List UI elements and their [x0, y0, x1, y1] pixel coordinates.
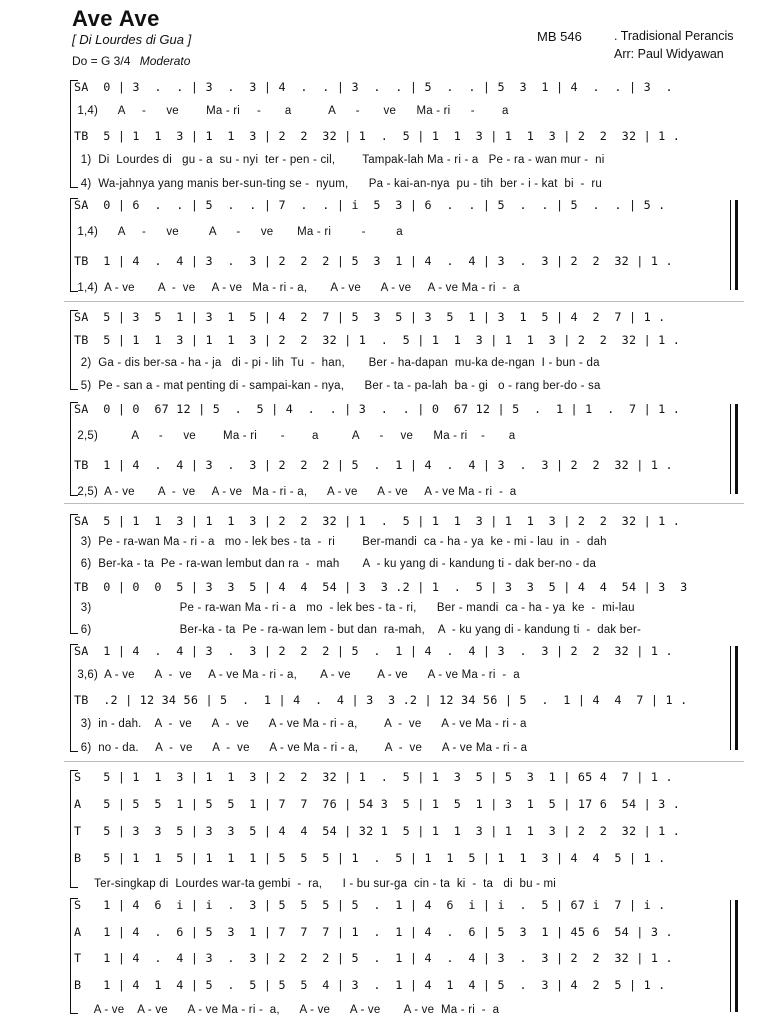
score-system-7	[64, 768, 744, 890]
system-bracket	[70, 198, 78, 292]
notation-line: SA 0 | 0 67 12 | 5 . 5 | 4 . . | 3 . . | 0 67 12 | 5 . 1 | 1 . 7 | 1 .	[74, 402, 681, 416]
notation-line: A 5 | 5 5 1 | 5 5 1 | 7 7 76 | 54 3 5 | 1 5 1 | 3 1 5 | 17 6 54 | 3 .	[74, 797, 681, 811]
lyric-line: 4) Wa-jahnya yang manis ber-sun-ting se - nyum, Pa - kai-an-nya pu - tih ber - i - kat bi - ru	[74, 178, 602, 190]
notation-line: TB 0 | 0 0 5 | 3 3 5 | 4 4 54 | 3 3 .2 | 1 . 5 | 3 3 5 | 4 4 54 | 3 3	[74, 580, 688, 594]
notation-line: S 1 | 4 6 i | i . 3 | 5 5 5 | 5 . 1 | 4 6 i | i . 5 | 67 i 7 | i .	[74, 898, 666, 912]
score-system-4	[64, 400, 744, 498]
lyric-line: 3) Pe - ra-wan Ma - ri - a mo - lek bes - ta - ri Ber-mandi ca - ha - ya ke - mi - lau in - dah	[74, 536, 607, 548]
notation-line: SA 0 | 6 . . | 5 . . | 7 . . | i 5 3 | 6 . . | 5 . . | 5 . . | 5 .	[74, 198, 666, 212]
lyric-line: 2,5) A - ve A - ve A - ve Ma - ri - a, A - ve A - ve A - ve Ma - ri - a	[74, 486, 517, 498]
score-system-3	[64, 308, 744, 392]
lyric-line: Ter-singkap di Lourdes war-ta gembi - ra, I - bu sur-ga cin - ta ki - ta di bu - mi	[74, 878, 557, 890]
notation-line: SA 1 | 4 . 4 | 3 . 3 | 2 2 2 | 5 . 1 | 4 . 4 | 3 . 3 | 2 2 32 | 1 .	[74, 644, 673, 658]
notation-line: SA 5 | 1 1 3 | 1 1 3 | 2 2 32 | 1 . 5 | 1 1 3 | 1 1 3 | 2 2 32 | 1 .	[74, 514, 681, 528]
tempo-marking: Moderato	[139, 54, 191, 68]
notation-line: TB .2 | 12 34 56 | 5 . 1 | 4 . 4 | 3 3 .2 | 12 34 56 | 5 . 1 | 4 4 7 | 1 .	[74, 693, 688, 707]
notation-line: B 5 | 1 1 5 | 1 1 1 | 5 5 5 | 1 . 5 | 1 1 5 | 1 1 3 | 4 4 5 | 1 .	[74, 851, 666, 865]
lyric-line: 6) Ber-ka - ta Pe - ra-wan lembut dan ra - mah A - ku yang di - kandung ti - dak ber-no - da	[74, 558, 597, 570]
section-divider	[64, 301, 744, 302]
lyric-line: 1) Di Lourdes di gu - a su - nyi ter - pen - cil, Tampak-lah Ma - ri - a Pe - ra - wan mur - ni	[74, 153, 605, 166]
score-system-1	[64, 78, 744, 190]
notation-line: TB 1 | 4 . 4 | 3 . 3 | 2 2 2 | 5 . 1 | 4 . 4 | 3 . 3 | 2 2 32 | 1 .	[74, 458, 673, 472]
section-divider	[64, 761, 744, 762]
score-system-5	[64, 512, 744, 636]
final-barline	[730, 404, 738, 494]
lyric-line: 2) Ga - dis ber-sa - ha - ja di - pi - lih Tu - han, Ber - ha-dapan mu-ka de-ngan I - bun - da	[74, 356, 600, 369]
song-source: . Tradisional Perancis	[614, 29, 734, 43]
lyric-line: A - ve A - ve A - ve Ma - ri - a, A - ve A - ve A - ve Ma - ri - a	[74, 1004, 500, 1016]
lyric-line: 3) in - dah. A - ve A - ve A - ve Ma - ri - a, A - ve A - ve Ma - ri - a	[74, 717, 527, 730]
section-divider	[64, 503, 744, 504]
notation-line: SA 5 | 3 5 1 | 3 1 5 | 4 2 7 | 5 3 5 | 3 5 1 | 3 1 5 | 4 2 7 | 1 .	[74, 310, 666, 324]
score-system-2	[64, 196, 744, 294]
notation-line: T 5 | 3 3 5 | 3 3 5 | 4 4 54 | 32 1 5 | 1 1 3 | 1 1 3 | 2 2 32 | 1 .	[74, 824, 681, 838]
system-bracket	[70, 402, 78, 496]
key-signature-line	[72, 54, 190, 68]
key-signature: Do = G 3/4	[72, 54, 131, 68]
notation-line: TB 5 | 1 1 3 | 1 1 3 | 2 2 32 | 1 . 5 | 1 1 3 | 1 1 3 | 2 2 32 | 1 .	[74, 333, 681, 348]
lyric-line: 5) Pe - san a - mat penting di - sampai-kan - nya, Ber - ta - pa-lah ba - gi o - rang ber-do - sa	[74, 380, 601, 392]
lyric-line: 3) Pe - ra-wan Ma - ri - a mo - lek bes - ta - ri, Ber - mandi ca - ha - ya ke - mi-lau	[74, 602, 635, 614]
song-subtitle: [ Di Lourdes di Gua ]	[72, 32, 192, 47]
notation-line: S 5 | 1 1 3 | 1 1 3 | 2 2 32 | 1 . 5 | 1 3 5 | 5 3 1 | 65 4 7 | 1 .	[74, 770, 673, 784]
notation-line: SA 0 | 3 . . | 3 . 3 | 4 . . | 3 . . | 5 . . | 5 3 1 | 4 . . | 3 .	[74, 80, 673, 94]
lyric-line: 3,6) A - ve A - ve A - ve Ma - ri - a, A - ve A - ve A - ve Ma - ri - a	[74, 668, 520, 681]
lyric-line: 1,4) A - ve A - ve Ma - ri - a	[74, 226, 403, 238]
notation-line: TB 1 | 4 . 4 | 3 . 3 | 2 2 2 | 5 3 1 | 4 . 4 | 3 . 3 | 2 2 32 | 1 .	[74, 254, 673, 268]
lyric-line: 6) no - da. A - ve A - ve A - ve Ma - ri - a, A - ve A - ve Ma - ri - a	[74, 742, 528, 754]
lyric-line: 6) Ber-ka - ta Pe - ra-wan lem - but dan ra-mah, A - ku yang di - kandung ti - dak ber-	[74, 624, 642, 636]
score-system-8	[64, 896, 744, 1016]
lyric-line: 1,4) A - ve A - ve A - ve Ma - ri - a, A - ve A - ve A - ve Ma - ri - a	[74, 282, 520, 294]
song-title: Ave Ave	[72, 6, 160, 31]
arranger-credit: Arr: Paul Widyawan	[614, 47, 724, 61]
score-system-6	[64, 642, 744, 754]
lyric-line: 1,4) A - ve Ma - ri - a A - ve Ma - ri - a	[74, 104, 509, 117]
notation-line: B 1 | 4 1 4 | 5 . 5 | 5 5 4 | 3 . 1 | 4 1 4 | 5 . 3 | 4 2 5 | 1 .	[74, 977, 666, 992]
lyric-line: 2,5) A - ve Ma - ri - a A - ve Ma - ri - a	[74, 430, 516, 442]
catalog-number: MB 546	[537, 29, 582, 44]
notation-line: TB 5 | 1 1 3 | 1 1 3 | 2 2 32 | 1 . 5 | 1 1 3 | 1 1 3 | 2 2 32 | 1 .	[74, 129, 681, 143]
final-barline	[730, 200, 738, 290]
notation-line: T 1 | 4 . 4 | 3 . 3 | 2 2 2 | 5 . 1 | 4 . 4 | 3 . 3 | 2 2 32 | 1 .	[74, 951, 673, 965]
notation-line: A 1 | 4 . 6 | 5 3 1 | 7 7 7 | 1 . 1 | 4 . 6 | 5 3 1 | 45 6 54 | 3 .	[74, 924, 673, 939]
system-bracket	[70, 514, 78, 634]
